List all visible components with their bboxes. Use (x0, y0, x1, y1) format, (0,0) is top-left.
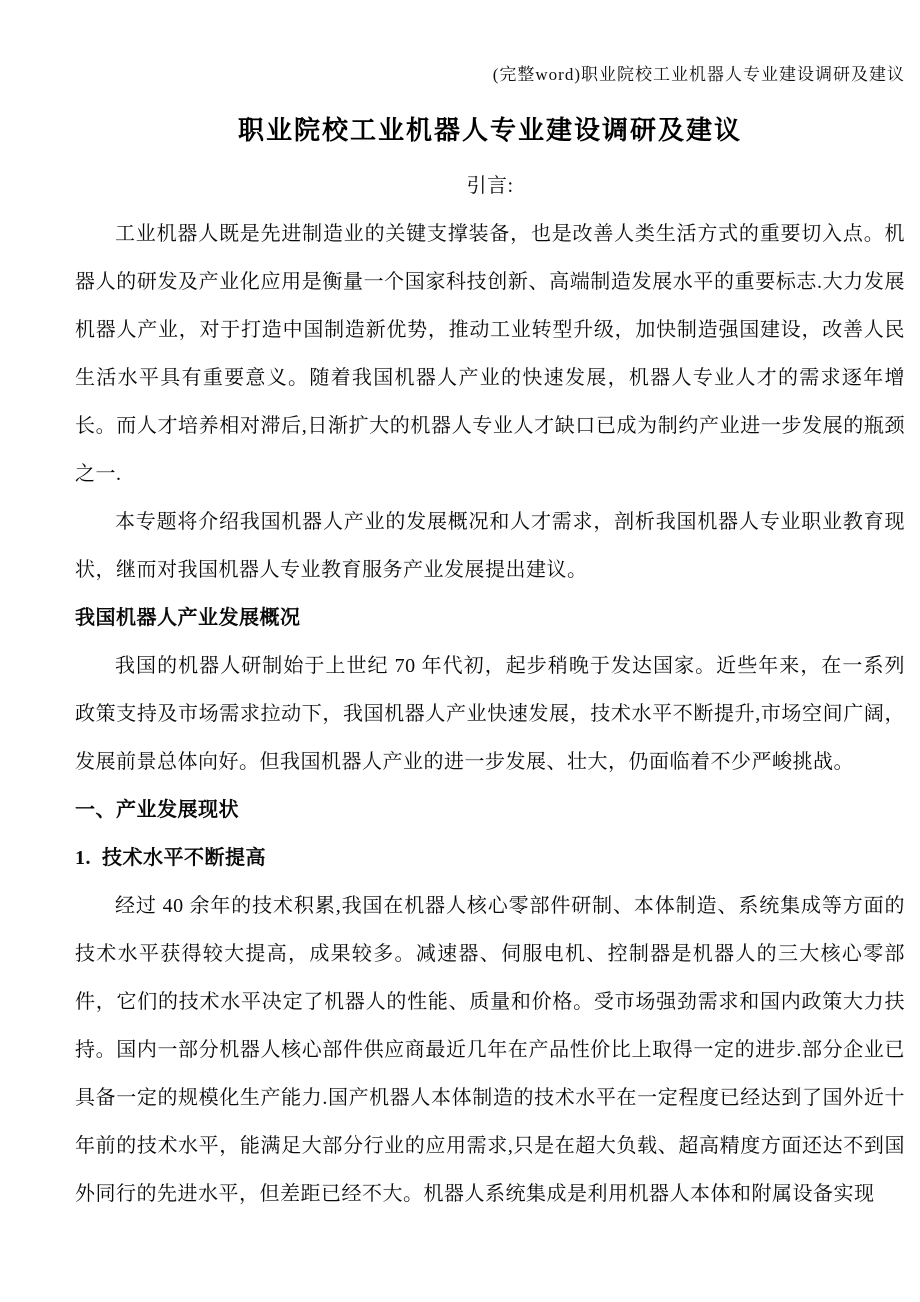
paragraph-intro-2: 本专题将介绍我国机器人产业的发展概况和人才需求，剖析我国机器人专业职业教育现状，继而对我国机器人专业教育服务产业发展提出建议。 (75, 511, 905, 581)
heading-section-one-development-status: 一、产业发展现状 (75, 799, 239, 821)
paragraph-technology-level: 经过 40 余年的技术积累,我国在机器人核心零部件研制、本体制造、系统集成等方面的技术水平获得较大提高，成果较多。减速器、伺服电机、控制器是机器人的三大核心零部件，它们的技术水平决定了机器人的性能、质量和价格。受市场强劲需求和国内政策大力扶持。国内一部分机器人核心部件供应商最近几年在产品性价比上取得一定的进步.部分企业已具备一定的规模化生产能力.国产机器人本体制造的技术水平在一定程度已经达到了国外近十年前的技术水平，能满足大部分行业的应用需求,只是在超大负载、超高精度方面还达不到国外同行的先进水平，但差距已经不大。机器人系统集成是利用机器人本体和附属设备实现 (75, 895, 905, 1205)
heading-industry-overview: 我国机器人产业发展概况 (75, 607, 301, 629)
document-title: 职业院校工业机器人专业建设调研及建议 (237, 116, 742, 145)
intro-label: 引言: (466, 175, 514, 197)
paragraph-industry-overview: 我国的机器人研制始于上世纪 70 年代初，起步稍晚于发达国家。近些年来，在一系列政策支持及市场需求拉动下，我国机器人产业快速发展，技术水平不断提升,市场空间广阔，发展前景总体向好。但我国机器人产业的进一步发展、壮大，仍面临着不少严峻挑战。 (75, 655, 905, 773)
page-header-filename: (完整word)职业院校工业机器人专业建设调研及建议 (492, 65, 905, 84)
paragraph-intro-1: 工业机器人既是先进制造业的关键支撑装备，也是改善人类生活方式的重要切入点。机器人的研发及产业化应用是衡量一个国家科技创新、高端制造发展水平的重要标志.大力发展机器人产业，对于打造中国制造新优势，推动工业转型升级，加快制造强国建设，改善人民生活水平具有重要意义。随着我国机器人产业的快速发展，机器人专业人才的需求逐年增长。而人才培养相对滞后,日渐扩大的机器人专业人才缺口已成为制约产业进一步发展的瓶颈之一. (75, 223, 905, 485)
document-body (75, 162, 905, 1218)
heading-sub-one-technology-level: 1. 技术水平不断提高 (75, 847, 266, 869)
